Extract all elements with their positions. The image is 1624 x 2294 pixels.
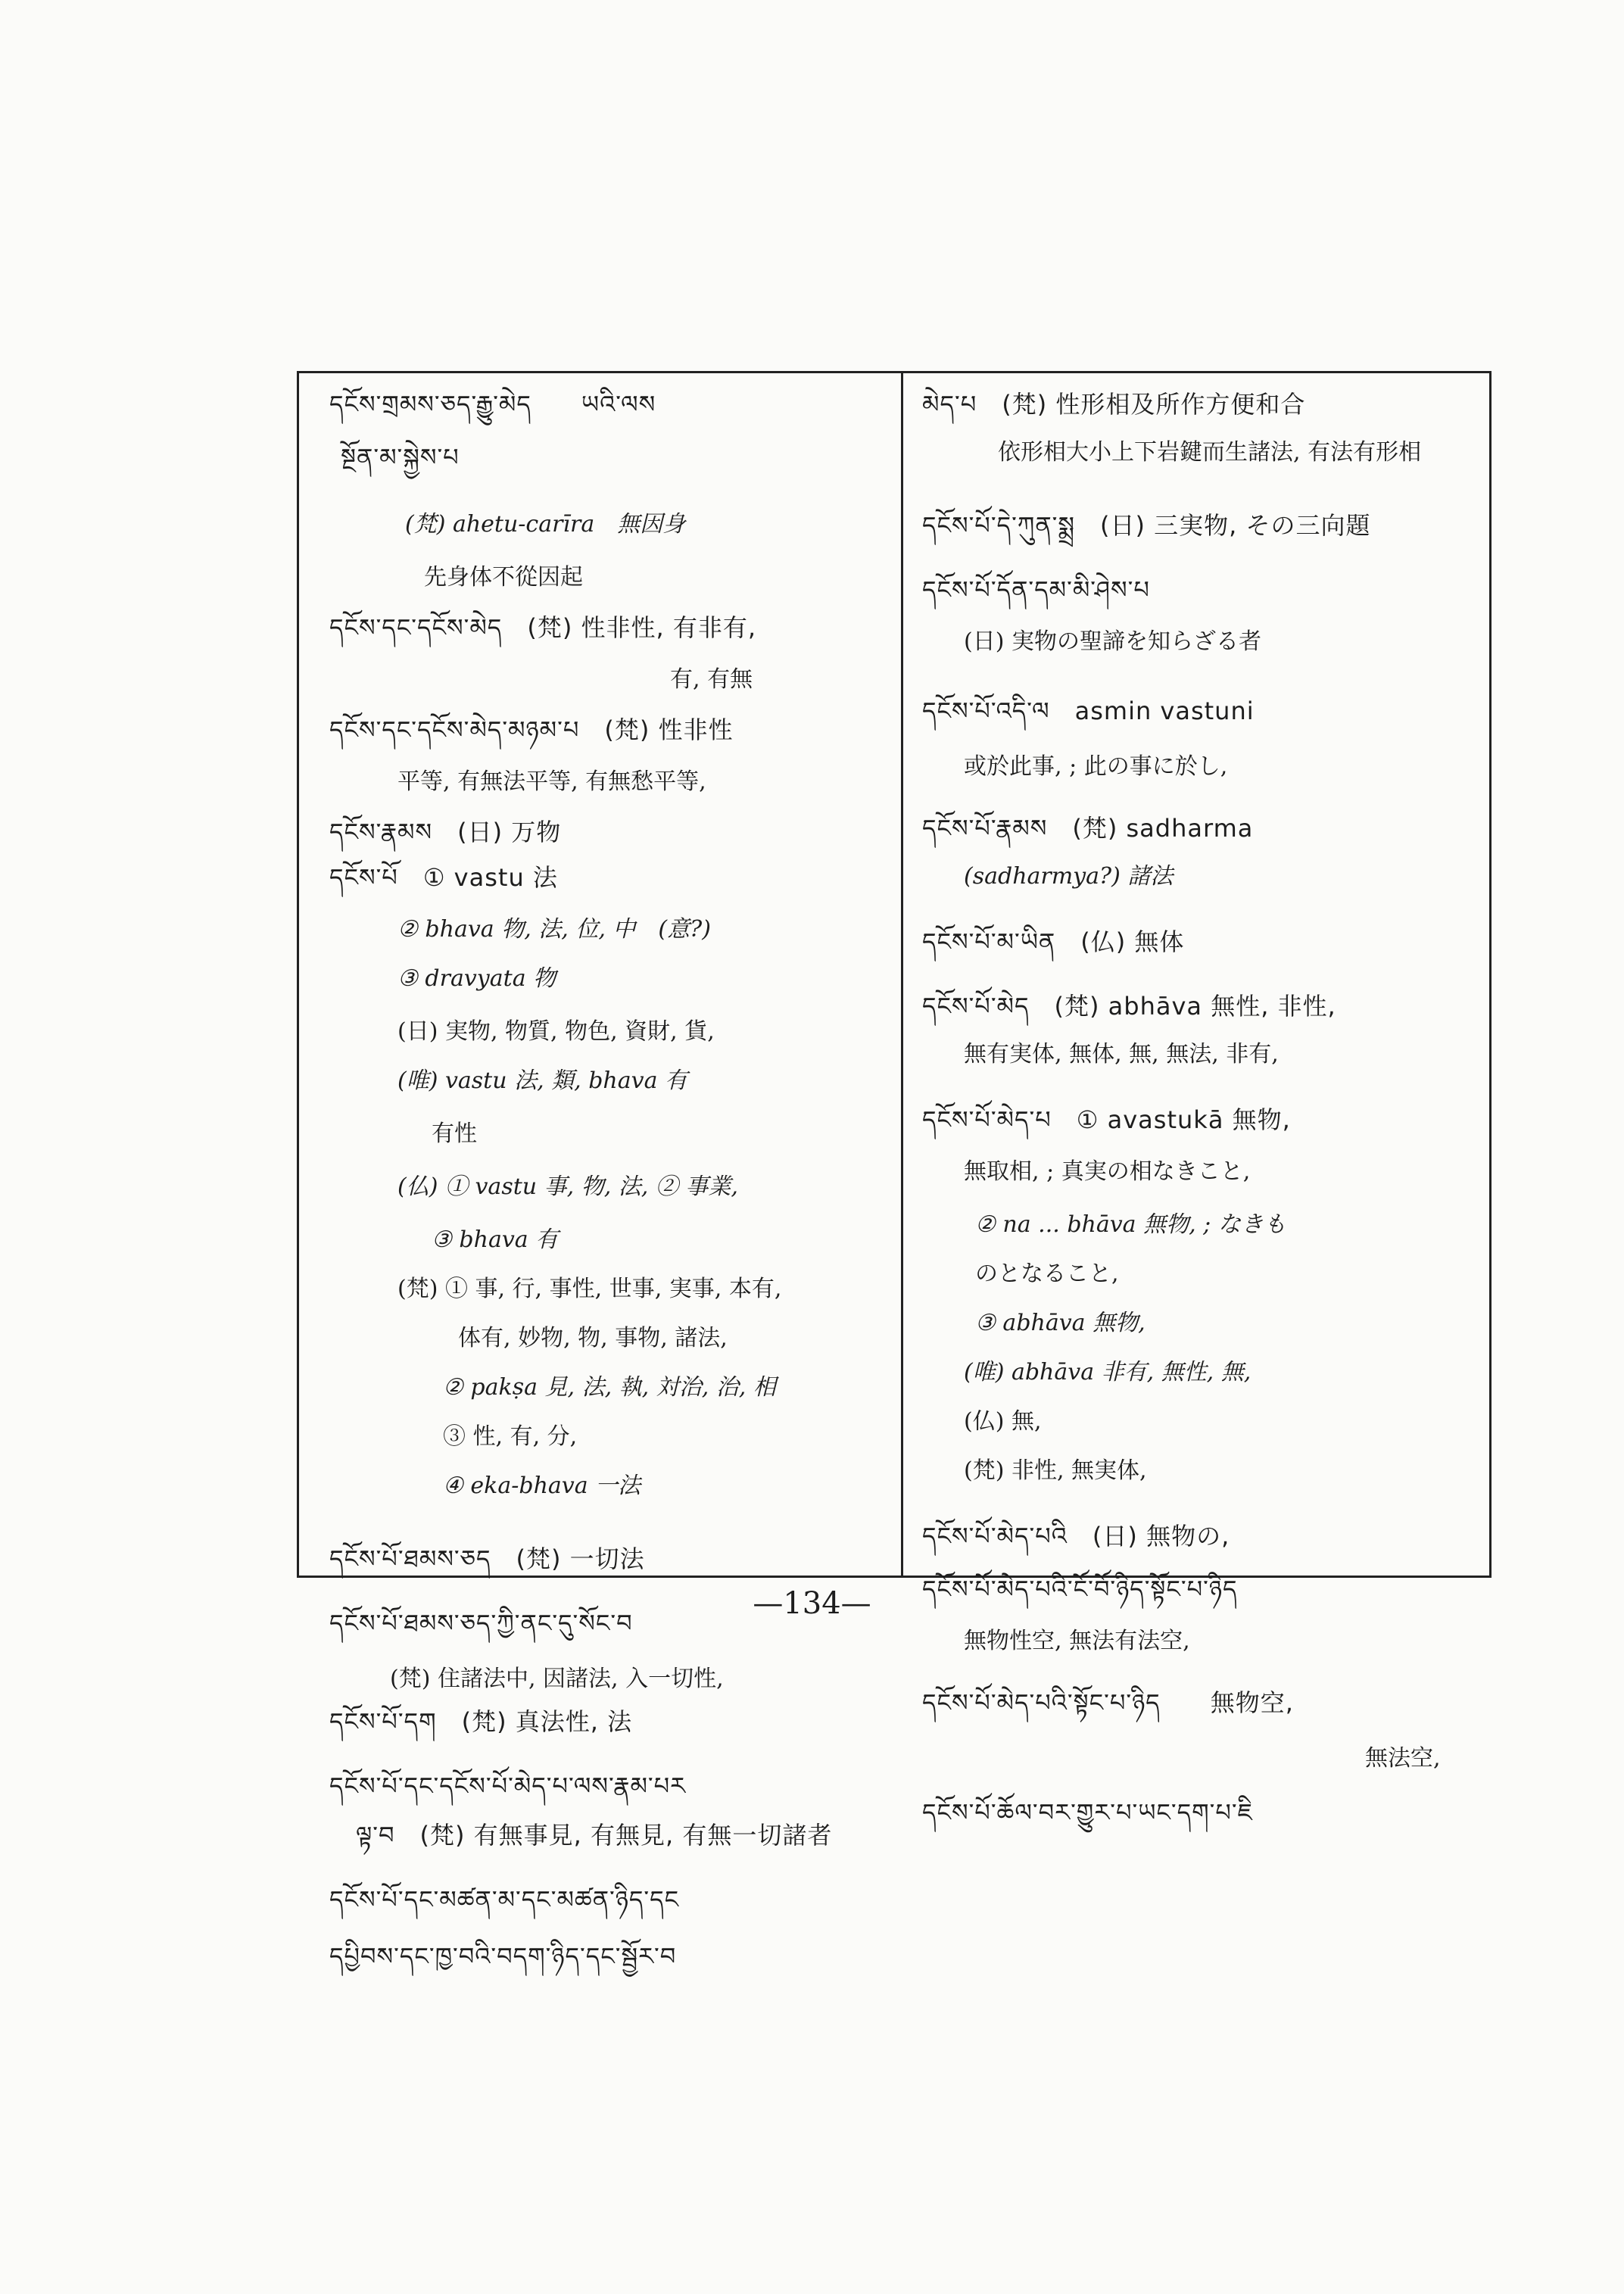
right-entry-4: དངོས་པོ་དོན་དམ་མི་ཤེས་པ	[922, 575, 1150, 604]
left-entry-5: དངོས་དང་དངོས་མེད (梵) 性非性, 有非有,	[329, 613, 756, 642]
right-entry-3: དངོས་པོ་དེ་ཀུན་སྨྲ (日) 三実物, その三向題	[922, 511, 1371, 540]
right-entry-13: དངོས་པོ་མེད་པ ① avastukā 無物,	[922, 1105, 1291, 1134]
right-entry-12: 無有実体, 無体, 無, 無法, 非有,	[964, 1041, 1279, 1068]
left-entry-27: དངོས་པོ་དང་དངོས་པོ་མེད་པ་ལས་རྣམ་པར	[329, 1772, 687, 1800]
right-entry-14: 無取相, ; 真実の相なきこと,	[964, 1158, 1251, 1185]
left-entry-19: 体有, 妙物, 物, 事物, 諸法,	[458, 1325, 728, 1351]
right-entry-24: དངོས་པོ་མེད་པའི་སྟོང་པ་ཉིད 無物空,	[922, 1688, 1294, 1717]
left-entry-15: 有性	[432, 1121, 477, 1147]
right-entry-11: དངོས་པོ་མེད (梵) abhāva 無性, 非性,	[922, 992, 1336, 1021]
left-entry-25: (梵) 住諸法中, 因諸法, 入一切性,	[390, 1666, 724, 1692]
right-entry-10: དངོས་པོ་མ་ཡིན (仏) 無体	[922, 927, 1185, 956]
left-entry-22: ④ eka-bhava 一法	[443, 1473, 641, 1499]
left-entry-9: དངོས་རྣམས (日) 万物	[329, 818, 562, 846]
left-entry-23: དངོས་པོ་ཐམས་ཅད (梵) 一切法	[329, 1544, 645, 1573]
right-entry-26: དངོས་པོ་ཆོལ་བར་གྱུར་པ་ཡང་དག་པ་ཇི	[922, 1798, 1254, 1827]
left-entry-24: དངོས་པོ་ཐམས་ཅད་ཀྱི་ནང་དུ་སོང་བ	[329, 1609, 633, 1638]
left-entry-1: དངོས་གྲམས་ཅད་རྒྱུ་མེད ཡའི་ལས	[329, 390, 656, 419]
right-entry-16: のとなること,	[975, 1261, 1119, 1287]
left-entry-10: དངོས་པོ ① vastu 法	[329, 863, 558, 892]
right-entry-15: ② na ... bhāva 無物, ; なきも	[975, 1211, 1286, 1238]
left-entry-16: (仏) ① vastu 事, 物, 法, ② 事業,	[397, 1173, 738, 1200]
left-entry-29: དངོས་པོ་དང་མཚན་མ་དང་མཚན་ཉིད་དང	[329, 1885, 680, 1914]
left-entry-7: དངོས་དང་དངོས་མེད་མཉམ་པ (梵) 性非性	[329, 715, 734, 744]
left-entry-21: ③ 性, 有, 分,	[443, 1423, 578, 1450]
right-entry-7: 或於此事, ; 此の事に於し,	[964, 753, 1228, 780]
right-entry-8: དངོས་པོ་རྣམས (梵) sadharma	[922, 814, 1254, 843]
page-number: —134—	[753, 1586, 871, 1621]
right-entry-21: དངོས་པོ་མེད་པའི (日) 無物の,	[922, 1522, 1230, 1551]
right-entry-22: དངོས་པོ་མེད་པའི་ངོ་བོ་ཉིད་སྟོང་པ་ཉིད	[922, 1575, 1238, 1604]
left-entry-17: ③ bhava 有	[432, 1226, 559, 1253]
left-entry-30: དཔྱིབས་དང་ཁྱ་བའི་བདག་ཉིད་དང་སྦྱོར་བ	[329, 1942, 677, 1971]
left-entry-12: ③ dravyata 物	[397, 965, 556, 992]
right-entry-23: 無物性空, 無法有法空,	[964, 1628, 1190, 1654]
right-entry-1: མེད་པ (梵) 性形相及所作方便和合	[922, 390, 1306, 419]
left-entry-13: (日) 実物, 物質, 物色, 資財, 貨,	[397, 1018, 715, 1045]
right-column	[903, 373, 1494, 1827]
right-entry-6: དངོས་པོ་འདི་ལ asmin vastuni	[922, 697, 1255, 725]
right-entry-20: (梵) 非性, 無実体,	[964, 1457, 1147, 1484]
left-entry-11: ② bhava 物, 法, 位, 中 (意?)	[397, 916, 711, 943]
left-entry-18: (梵) ① 事, 行, 事性, 世事, 実事, 本有,	[397, 1276, 782, 1302]
right-entry-18: (唯) abhāva 非有, 無性, 無,	[964, 1359, 1252, 1385]
right-entry-17: ③ abhāva 無物,	[975, 1310, 1146, 1336]
left-entry-4: 先身体不從因起	[424, 564, 583, 591]
right-entry-5: (日) 実物の聖諦を知らざる者	[964, 628, 1261, 655]
left-entry-8: 平等, 有無法平等, 有無愁平等,	[397, 768, 706, 795]
left-entry-14: (唯) vastu 法, 類, bhava 有	[397, 1068, 688, 1094]
left-entry-3: (梵) ahetu-carīra 無因身	[405, 511, 686, 538]
left-entry-28: ལྟ་བ (梵) 有無事見, 有無見, 有無一切諸者	[356, 1821, 833, 1850]
left-entry-20: ② pakṣa 見, 法, 執, 対治, 治, 相	[443, 1374, 776, 1401]
right-entry-25: 無法空,	[1365, 1745, 1441, 1772]
right-entry-2: 依形相大小上下岩鍵而生諸法, 有法有形相	[998, 439, 1422, 466]
left-entry-2: སྔོན་མ་སྐྱེས་པ	[341, 443, 460, 472]
left-entry-6: 有, 有無	[670, 666, 753, 693]
right-entry-19: (仏) 無,	[964, 1408, 1042, 1435]
left-entry-26: དངོས་པོ་དག (梵) 真法性, 法	[329, 1707, 633, 1736]
right-entry-9: (sadharmya?) 諸法	[964, 863, 1174, 890]
